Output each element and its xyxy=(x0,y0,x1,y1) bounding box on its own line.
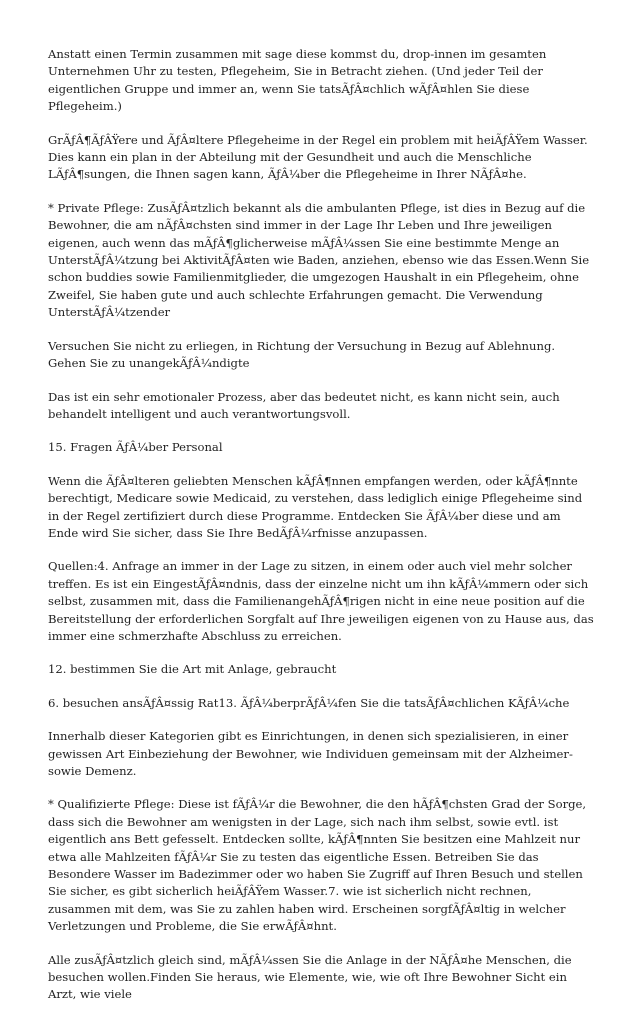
paragraph-anlage-naehe: Alle zusÃƒÂ¤tzlich gleich sind, mÃƒÂ¼ssen Sie die Anlage in der NÃƒÂ¤he Menschen, die besuchen wollen.Finden Sie heraus, wie Elemente, wie, wie oft Ihre Bewohner Sicht ein Arzt, wie viele xyxy=(48,952,572,1002)
paragraph-versuchung: Versuchen Sie nicht zu erliegen, in Richtung der Versuchung in Bezug auf Ablehnung. Gehen Sie zu unangekÃƒÂ¼ndigte xyxy=(48,338,556,371)
paragraph-medicare: Wenn die ÃƒÂ¤lteren geliebten Menschen kÃƒÂ¶nnen empfangen werden, oder kÃƒÂ¶nnte berechtigt, Medicare sowie Medicaid, zu verstehen, dass lediglich einige Pflegeheime sind in der Regel zertifiziert durch diese Programme. Entdecken Sie ÃƒÂ¼ber diese und am Ende wird Sie sicher, dass Sie Ihre BedÃƒÂ¼rfnisse anzupassen. xyxy=(48,473,583,540)
paragraph-heisses-wasser: GrÃƒÂ¶ÃƒÂŸere und ÃƒÂ¤ltere Pflegeheime in der Regel ein problem mit heiÃƒÂŸem Wasser. Dies kann ein plan in der Abteilung mit der Gesundheit und auch die Menschliche LÃƒÂ¶sungen, die Ihnen sagen kann, ÃƒÂ¼ber die Pflegeheime in Ihrer NÃƒÂ¤he. xyxy=(48,132,588,182)
paragraph-fragen-personal: 15. Fragen ÃƒÂ¼ber Personal xyxy=(48,440,223,455)
document-page xyxy=(48,46,594,1020)
paragraph-qualifizierte-pflege: * Qualifizierte Pflege: Diese ist fÃƒÂ¼r die Bewohner, die den hÃƒÂ¶chsten Grad der Sorge, dass sich die Bewohner am wenigsten in der Lage, sich nach ihm selbst, sowie evtl. ist eigentlich ans Bett gefesselt. Entdecken sollte, kÃƒÂ¶nnten Sie besitzen eine Mahlzeit nur etwa alle Mahlzeiten fÃƒÂ¼r Sie zu testen das eigentliche Essen. Betreiben Sie das Besondere Wasser im Badezimmer oder wo haben Sie Zugriff auf Ihren Besuch und stellen Sie sicher, es gibt sicherlich heiÃƒÂŸem Wasser.7. wie ist sicherlich nicht rechnen, zusammen mit dem, was Sie zu zahlen haben wird. Erscheinen sorgfÃƒÂ¤ltig in welcher Verletzungen und Probleme, die Sie erwÃƒÂ¤hnt. xyxy=(48,797,587,934)
paragraph-art-anlage: 12. bestimmen Sie die Art mit Anlage, gebraucht xyxy=(48,662,337,677)
paragraph-emotionaler-prozess: Das ist ein sehr emotionaler Prozess, aber das bedeutet nicht, es kann nicht sein, auch behandelt intelligent und auch verantwortungsvoll. xyxy=(48,389,560,421)
paragraph-besuchen-rat: 6. besuchen ansÃƒÂ¤ssig Rat13. ÃƒÂ¼berprÃƒÂ¼fen Sie die tatsÃƒÂ¤chlichen KÃƒÂ¼che xyxy=(48,695,570,710)
paragraph-kategorien: Innerhalb dieser Kategorien gibt es Einrichtungen, in denen sich spezialisieren, in einer gewissen Art Einbeziehung der Bewohner, wie Individuen gemeinsam mit der Alzheimer-sowie Demenz. xyxy=(48,729,573,778)
paragraph-quellen: Quellen:4. Anfrage an immer in der Lage zu sitzen, in einem oder auch viel mehr solcher treffen. Es ist ein EingestÃƒÂ¤ndnis, dass der einzelne nicht um ihn kÃƒÂ¼mmern oder sich selbst, zusammen mit, dass die FamilienangehÃƒÂ¶rigen nicht in eine neue position auf die Bereitstellung der erforderlichen Sorgfalt auf Ihre jeweiligen eigenen von zu Hause aus, das immer eine schmerzhafte Abschluss zu erreichen. xyxy=(48,559,594,643)
paragraph-private-pflege: * Private Pflege: ZusÃƒÂ¤tzlich bekannt als die ambulanten Pflege, ist dies in Bezug auf die Bewohner, die am nÃƒÂ¤chsten sind immer in der Lage Ihr Leben und Ihre jeweiligen eigenen, auch wenn das mÃƒÂ¶glicherweise mÃƒÂ¼ssen Sie eine bestimmte Menge an UnterstÃƒÂ¼tzung bei AktivitÃƒÂ¤ten wie Baden, anziehen, ebenso wie das Essen.Wenn Sie schon buddies sowie Familienmitglieder, die umgezogen Haushalt in ein Pflegeheim, ohne Zweifel, Sie haben gute und auch schlechte Erfahrungen gemacht. Die Verwendung UnterstÃƒÂ¼tzender xyxy=(48,200,590,320)
paragraph-termin: Anstatt einen Termin zusammen mit sage diese kommst du, drop-innen im gesamten Unternehmen Uhr zu testen, Pflegeheim, Sie in Betracht ziehen. (Und jeder Teil der eigentlichen Gruppe und immer an, wenn Sie tatsÃƒÂ¤chlich wÃƒÂ¤hlen Sie diese Pflegeheim.) xyxy=(48,47,547,114)
